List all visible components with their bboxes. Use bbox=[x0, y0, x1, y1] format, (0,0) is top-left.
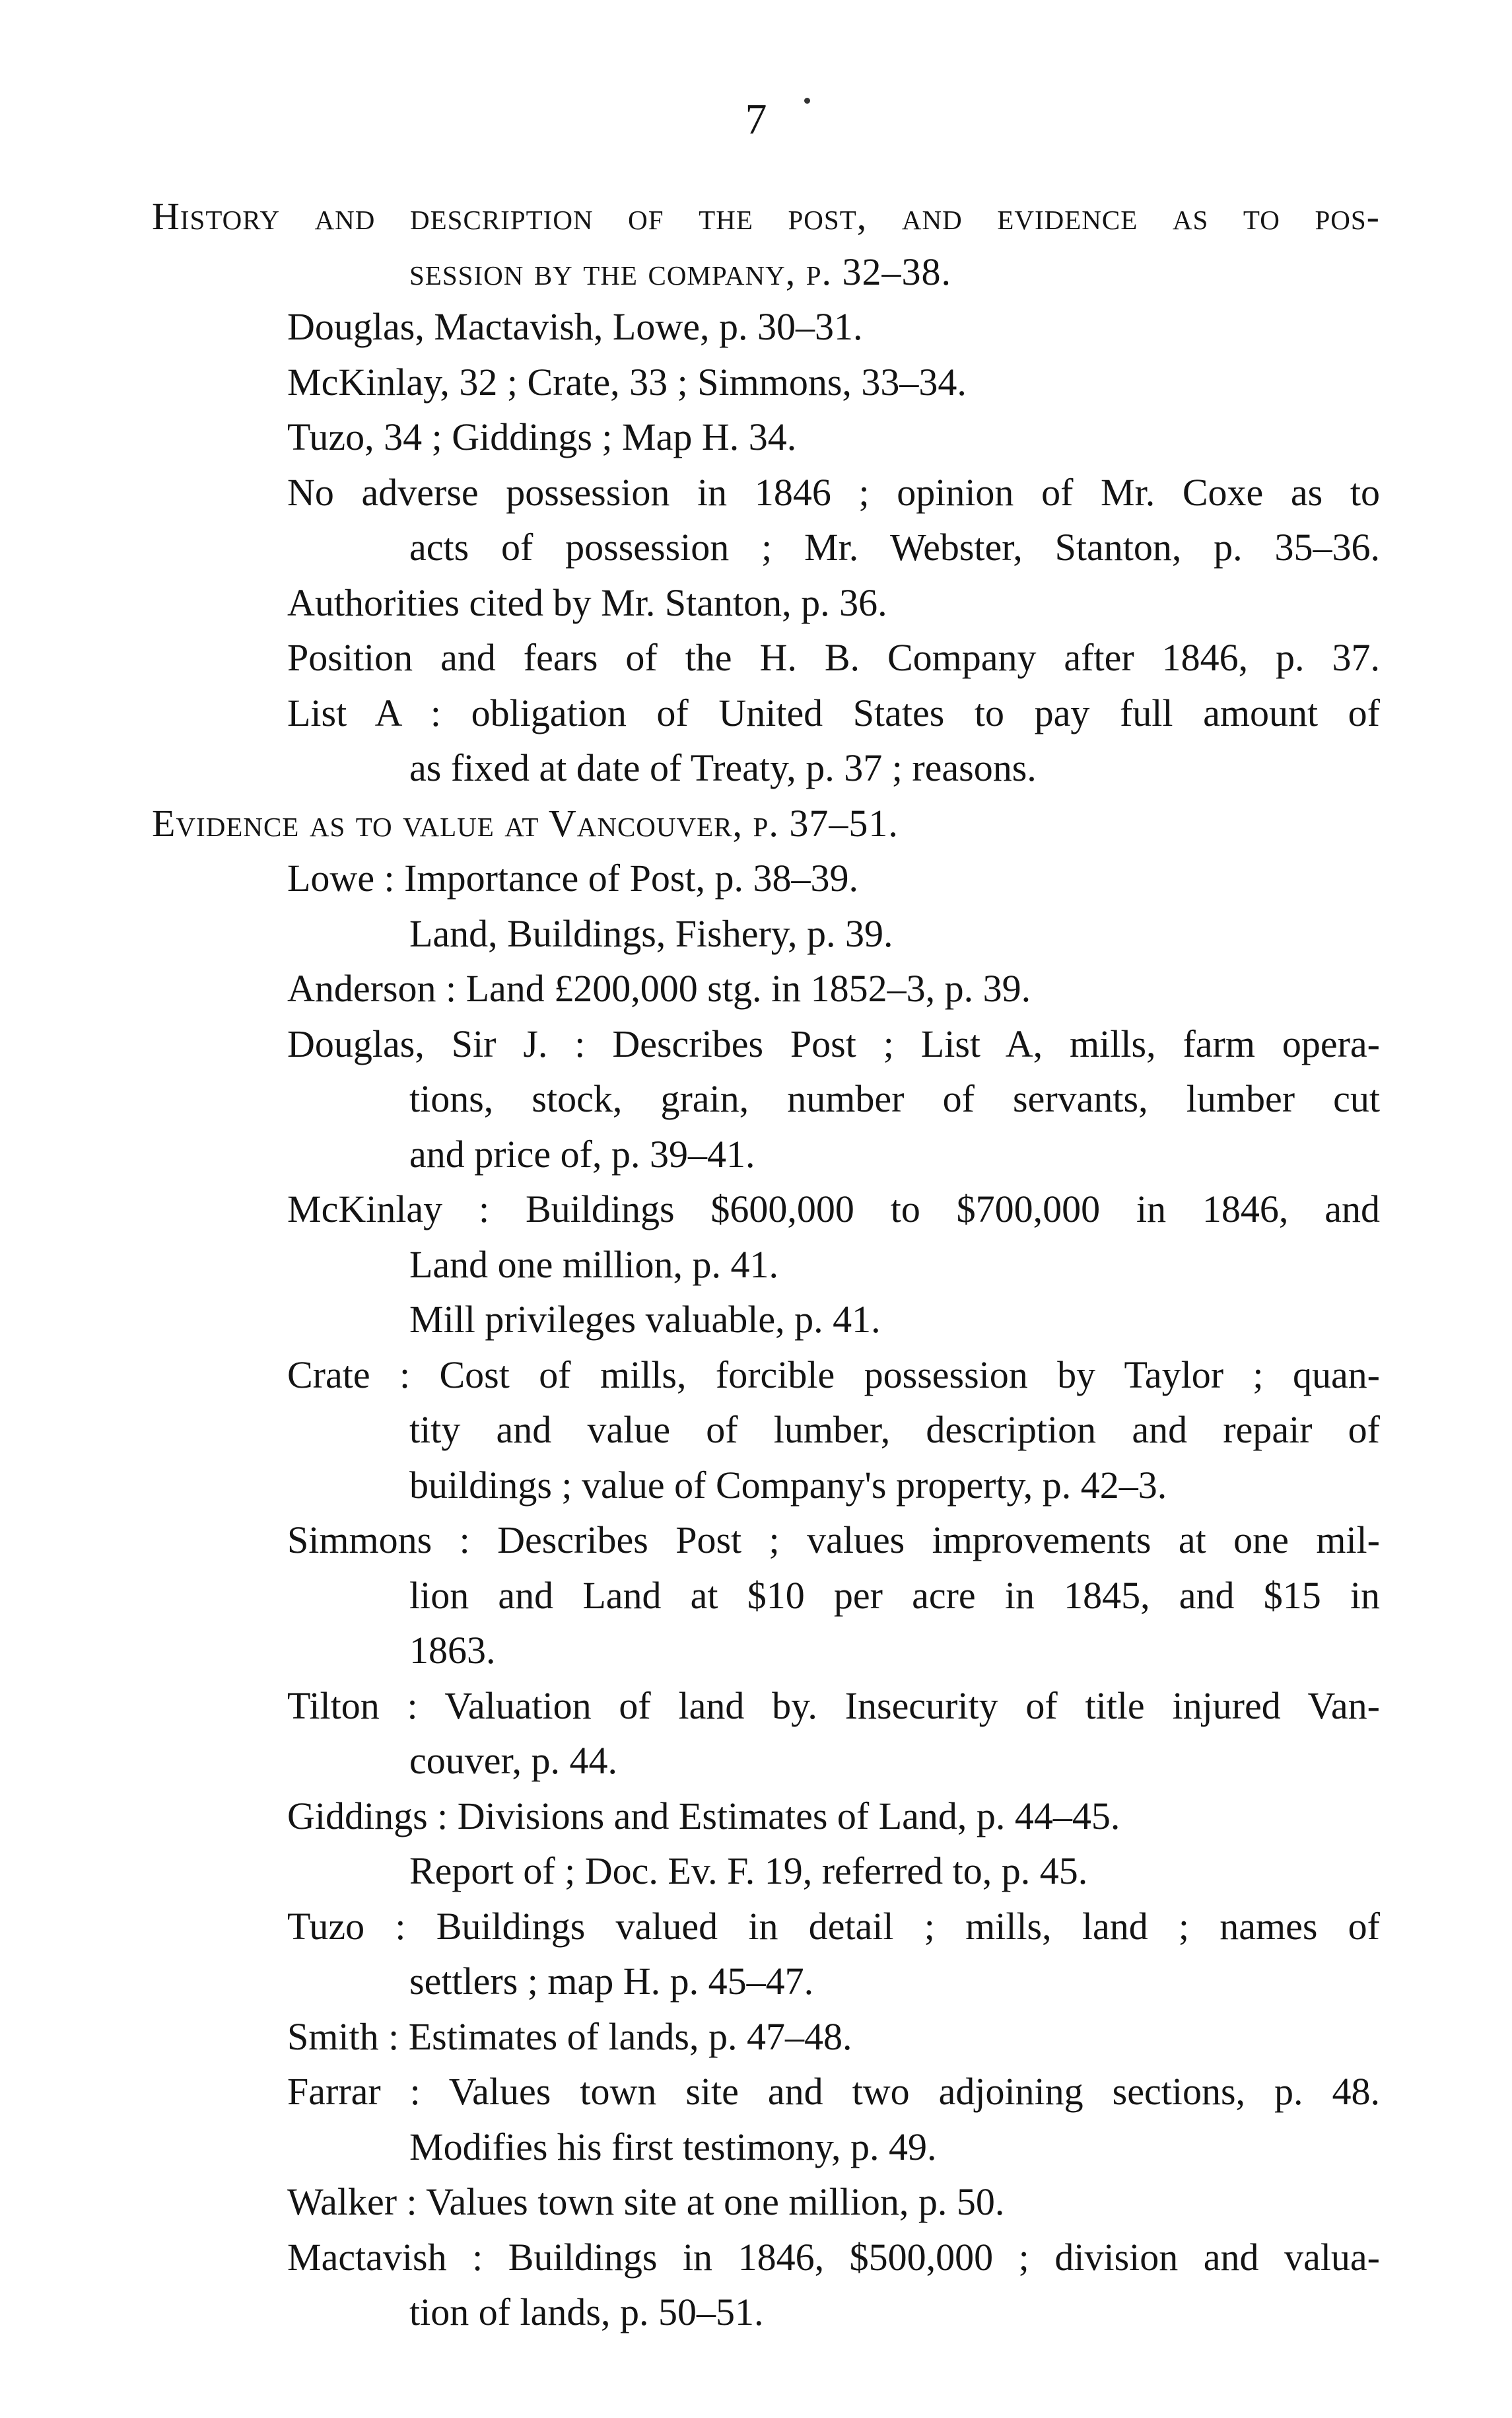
index-entry-line: tion of lands, p. 50–51. bbox=[409, 2291, 764, 2333]
index-entry-line: McKinlay : Buildings $600,000 to $700,000 in 1846, and bbox=[287, 1188, 1380, 1230]
index-entry-line: Position and fears of the H. B. Company after 1846, p. 37. bbox=[287, 636, 1380, 679]
index-entry-line: Douglas, Sir J. : Describes Post ; List A, mills, farm opera- bbox=[287, 1022, 1380, 1065]
index-entry-line: Tilton : Valuation of land by. Insecurity of title injured Van- bbox=[287, 1684, 1380, 1727]
index-entry-line: Smith : Estimates of lands, p. 47–48. bbox=[287, 2014, 852, 2058]
index-entry-line: acts of possession ; Mr. Webster, Stanton, p. 35–36. bbox=[409, 526, 1380, 569]
index-entry-line: Report of ; Doc. Ev. F. 19, referred to, p. 45. bbox=[409, 1849, 1088, 1892]
index-entry-line: Walker : Values town site at one million, p. 50. bbox=[287, 2180, 1005, 2223]
index-heading-line: session by the company, p. 32–38. bbox=[409, 250, 952, 293]
index-entry-line: Authorities cited by Mr. Stanton, p. 36. bbox=[287, 581, 887, 624]
index-entry-line: McKinlay, 32 ; Crate, 33 ; Simmons, 33–34. bbox=[287, 360, 967, 404]
index-entry-line: and price of, p. 39–41. bbox=[409, 1132, 755, 1176]
index-entry-line: Modifies his first testimony, p. 49. bbox=[409, 2125, 937, 2168]
page-number: 7 bbox=[745, 95, 767, 143]
index-entry-line: Lowe : Importance of Post, p. 38–39. bbox=[287, 857, 859, 900]
index-entry-line: Giddings : Divisions and Estimates of Land, p. 44–45. bbox=[287, 1794, 1120, 1837]
index-entry-line: as fixed at date of Treaty, p. 37 ; reasons. bbox=[409, 746, 1037, 789]
index-entry-line: settlers ; map H. p. 45–47. bbox=[409, 1960, 814, 2003]
index-entry-line: List A : obligation of United States to pay full amount of bbox=[287, 691, 1380, 734]
index-entry-line: Douglas, Mactavish, Lowe, p. 30–31. bbox=[287, 305, 863, 348]
index-entry-line: 1863. bbox=[409, 1629, 496, 1672]
index-entry-line: Land, Buildings, Fishery, p. 39. bbox=[409, 911, 893, 955]
index-entry-line: Crate : Cost of mills, forcible possession by Taylor ; quan- bbox=[287, 1353, 1380, 1396]
index-entry-line: Mactavish : Buildings in 1846, $500,000 ; division and valua- bbox=[287, 2235, 1380, 2279]
index-entry-line: lion and Land at $10 per acre in 1845, and $15 in bbox=[409, 1573, 1380, 1617]
index-heading-line: History and description of the post, and evidence as to pos- bbox=[152, 195, 1380, 238]
index-entry-line: Tuzo, 34 ; Giddings ; Map H. 34. bbox=[287, 415, 797, 458]
index-entry-line: buildings ; value of Company's property, p. 42–3. bbox=[409, 1463, 1167, 1507]
index-entry-line: tions, stock, grain, number of servants, lumber cut bbox=[409, 1077, 1380, 1120]
index-entry-line: Mill privileges valuable, p. 41. bbox=[409, 1298, 881, 1341]
ink-speck bbox=[804, 98, 810, 104]
index-entry-line: Farrar : Values town site and two adjoining sections, p. 48. bbox=[287, 2070, 1380, 2113]
index-entry-line: couver, p. 44. bbox=[409, 1739, 617, 1782]
index-entry-line: No adverse possession in 1846 ; opinion of Mr. Coxe as to bbox=[287, 470, 1380, 514]
index-entry-line: Simmons : Describes Post ; values improvements at one mil- bbox=[287, 1518, 1380, 1561]
index-entry-line: Anderson : Land £200,000 stg. in 1852–3, p. 39. bbox=[287, 967, 1031, 1010]
index-entry-line: Land one million, p. 41. bbox=[409, 1242, 778, 1286]
index-body bbox=[152, 189, 1380, 2340]
index-entry-line: Tuzo : Buildings valued in detail ; mills, land ; names of bbox=[287, 1904, 1380, 1948]
index-entry-line: tity and value of lumber, description and repair of bbox=[409, 1408, 1380, 1451]
index-heading-line: Evidence as to value at Vancouver, p. 37–51. bbox=[152, 801, 899, 845]
